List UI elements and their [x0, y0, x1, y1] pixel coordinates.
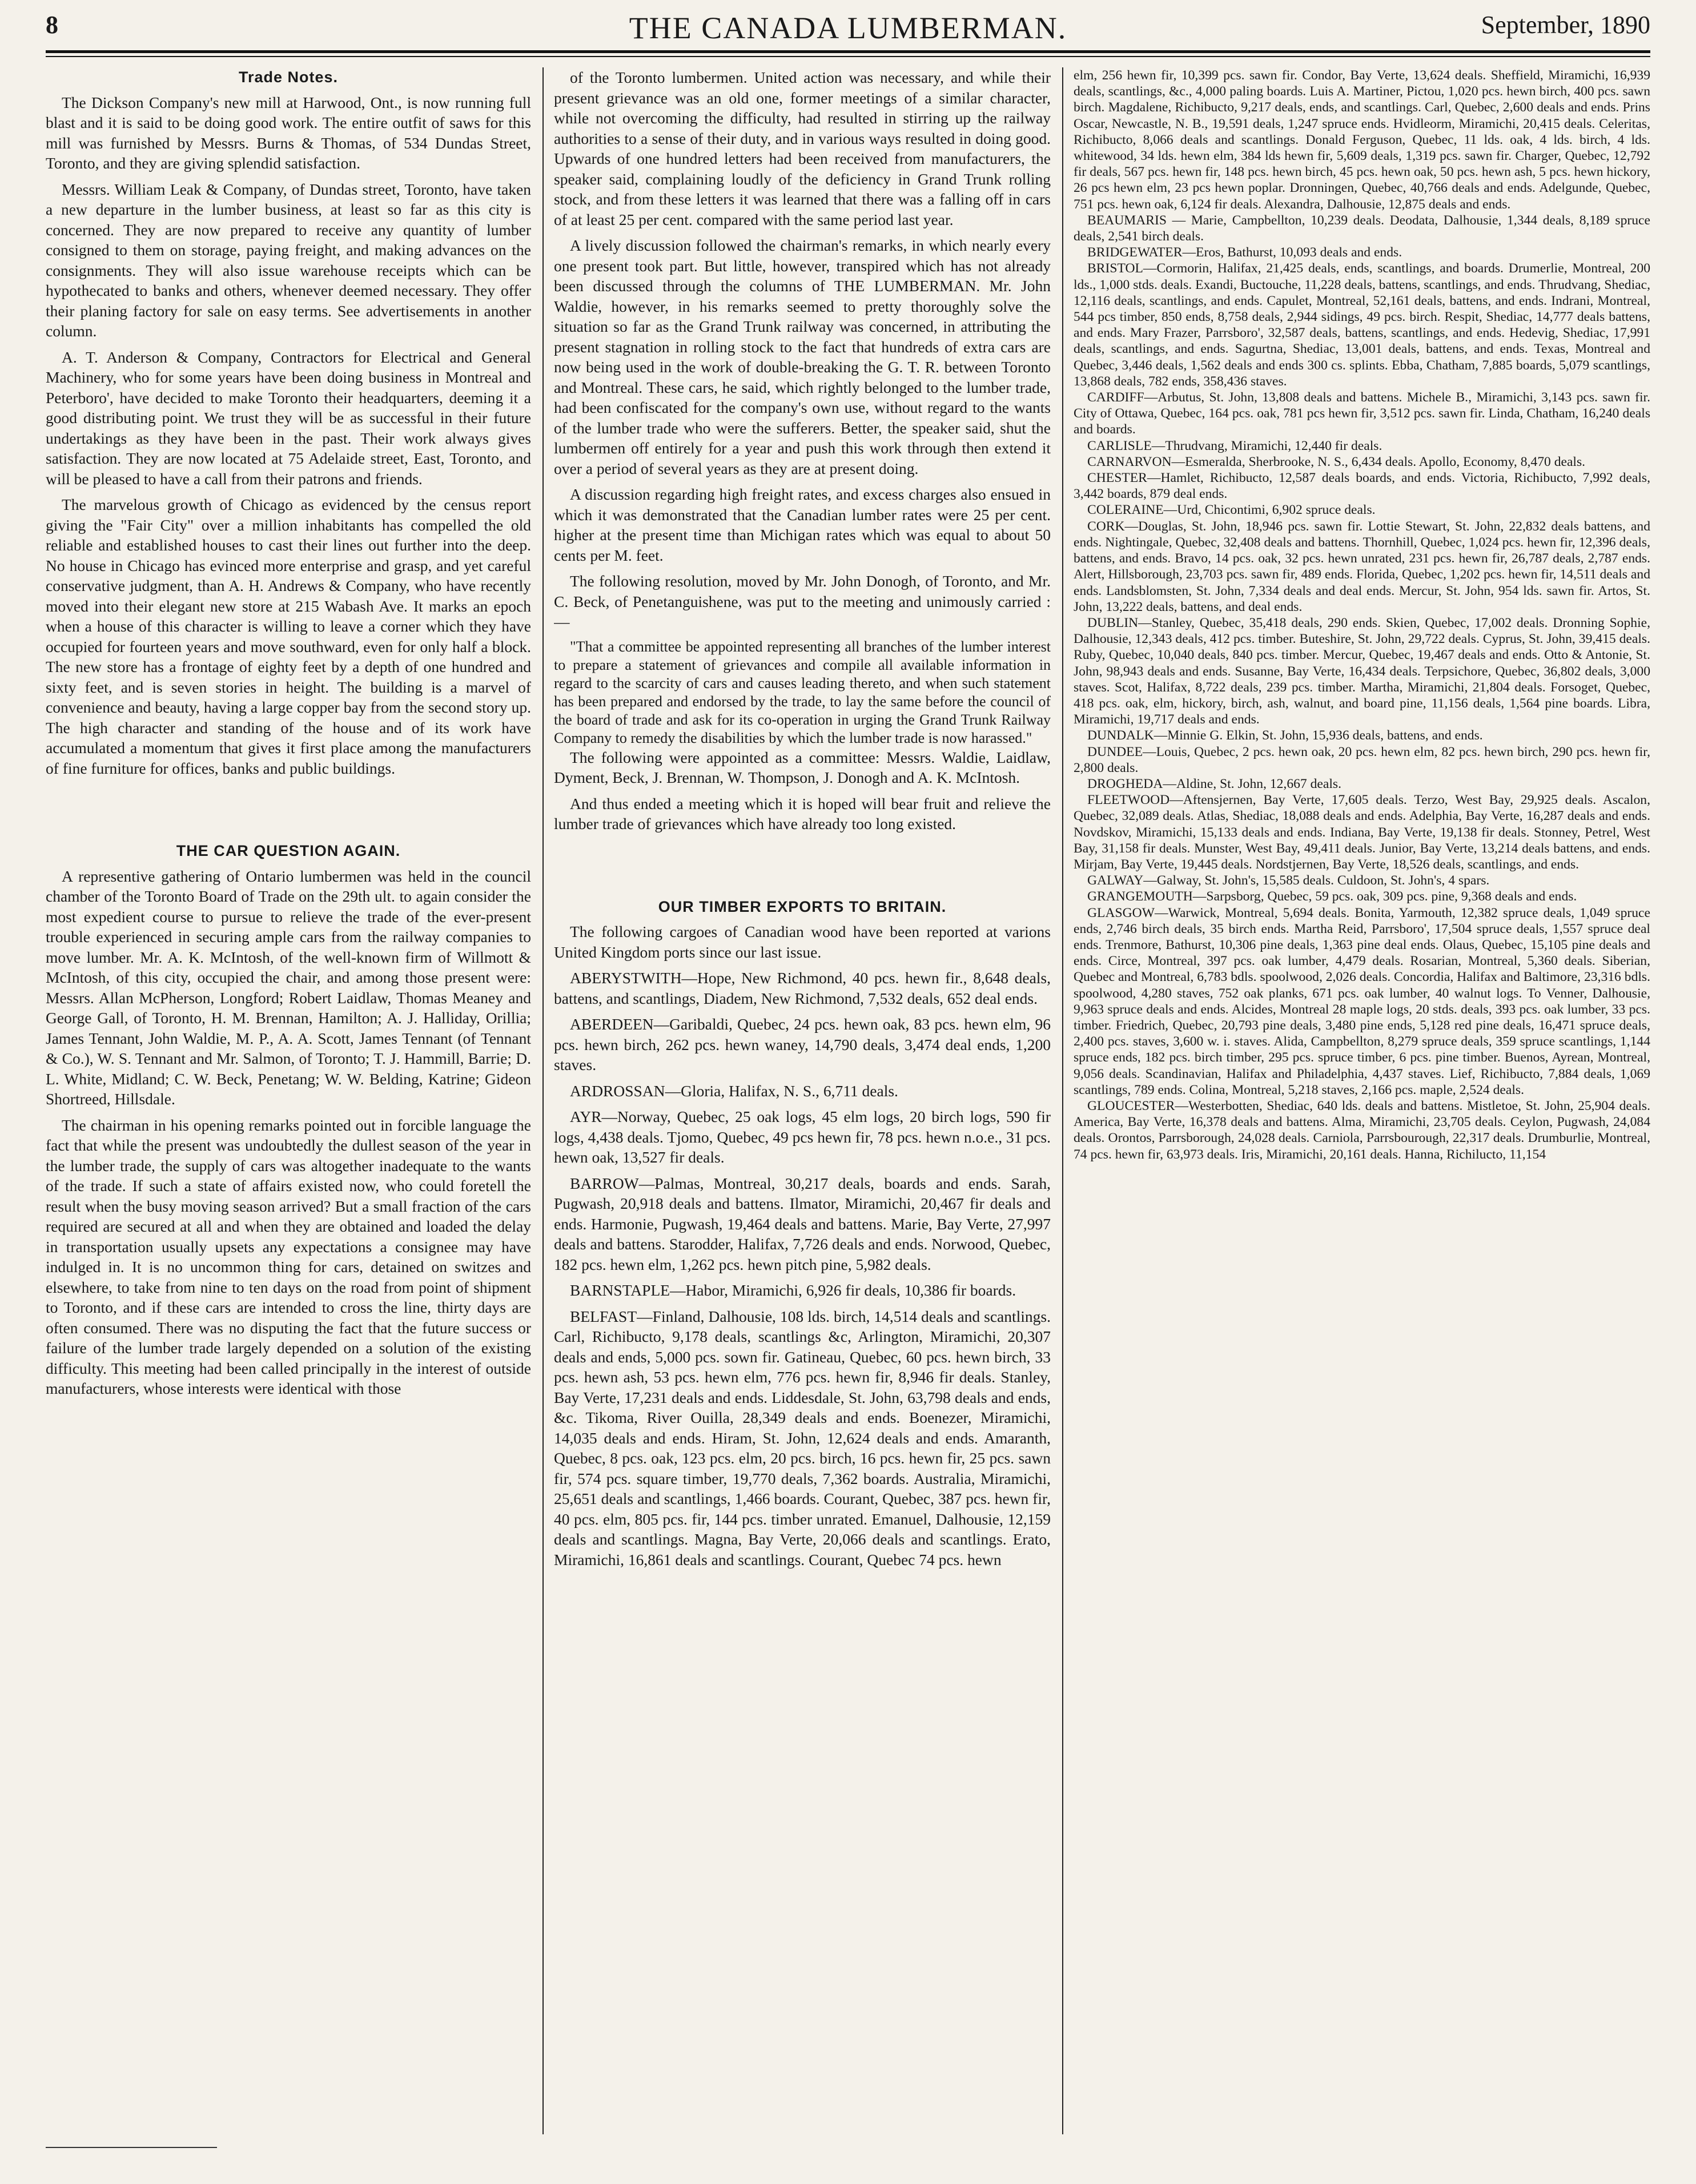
masthead: [46, 10, 1650, 46]
cargo-entry: DUBLIN—Stanley, Quebec, 35,418 deals, 290 ends. Skien, Quebec, 17,002 deals. Dronning Sophie, Dalhousie, 12,343 deals, 412 pcs. timber. Buteshire, St. John, 29,722 deals. Cyprus, St. John, 39,415 deals. Ruby, Quebec, 10,040 deals, 840 pcs. timber. Mercur, Quebec, 19,467 deals and ends. Otto & Antonie, St. John, 98,943 deals and ends. Susanne, Bay Verte, 16,434 deals. Terpsichore, Quebec, 36,802 deals, 3,000 staves. Scot, Halifax, 8,722 deals, 239 pcs. timber. Martha, Miramichi, 21,804 deals. Forsoget, Quebec, 418 pcs. oak, elm, hickory, birch, ash, walnut, and board pine, 11,156 deals, 1,564 pine boards. Libra, Miramichi, 19,717 deals and ends.: [1074, 615, 1650, 727]
paragraph: A representive gathering of Ontario lumbermen was held in the council chamber of the Toronto Board of Trade on the 29th ult. to again consider the most expedient course to pursue to relieve the trade of the ever-present trouble experienced in securing ample cars from the railway companies to move lumber. Mr. A. K. McIntosh, of the well-known firm of Willmott & McIntosh, of this city, occupied the chair, and among those present were: Messrs. Allan McPherson, Longford; Robert Laidlaw, Thomas Meaney and George Gall, of Toronto, H. M. Brennan, Hamilton; A. J. Halliday, Orillia; James Tennant, John Waldie, M. P., A. A. Scott, James Tennant (of Tennant & Co.), W. S. Tennant and Mr. Salmon, of Toronto; T. J. Hammill, Barrie; D. L. White, Midland; C. W. Beck, Penetang; W. W. Belding, Katrine; Gideon Shortreed, Hillsdale.: [46, 867, 531, 1108]
cargo-entry: CHESTER—Hamlet, Richibucto, 12,587 deals boards, and ends. Victoria, Richibucto, 7,992 deals, 3,442 boards, 879 deal ends.: [1074, 470, 1650, 502]
cargo-entry: ABERDEEN—Garibaldi, Quebec, 24 pcs. hewn oak, 83 pcs. hewn elm, 96 pcs. hewn birch, 262 pcs. hewn waney, 14,790 deals, 3,474 deal ends, 1,200 staves.: [554, 1015, 1051, 1073]
page-number: 8: [46, 11, 58, 39]
column-3: [1074, 67, 1650, 2134]
cargo-entry: ARDROSSAN—Gloria, Halifax, N. S., 6,711 deals.: [570, 1081, 898, 1100]
cargo-entry: BELFAST—Finland, Dalhousie, 108 lds. birch, 14,514 deals and scantlings. Carl, Richibucto, 9,178 deals, scantlings &c, Arlington, Miramichi, 20,307 deals and ends, 5,000 pcs. sown fir. Gatineau, Quebec, 60 pcs. hewn birch, 33 pcs. hewn ash, 53 pcs. hewn elm, 776 pcs. hewn fir, 8,946 fir deals. Stanley, Bay Verte, 17,231 deals and ends. Liddesdale, St. John, 63,798 deals and ends, &c. Tikoma, River Ouilla, 28,349 deals and ends. Boenezer, Miramichi, 14,035 deals and ends. Hiram, St. John, 12,624 deals and ends. Amaranth, Quebec, 8 pcs. oak, 123 pcs. elm, 20 pcs. birch, 16 pcs. hewn fir, 25 pcs. sawn fir, 574 pcs. square timber, 19,770 deals, 7,362 boards. Australia, Miramichi, 25,651 deals and scantlings, 1,466 boards. Courant, Quebec, 387 pcs. hewn fir, 40 pcs. elm, 805 pcs. fir, 144 pcs. timber unrated. Emanuel, Dalhousie, 12,159 deals and scantlings. Magna, Bay Verte, 20,066 deals and scantlings. Erato, Miramichi, 16,861 deals and scantlings. Courant, Quebec 74 pcs. hewn: [554, 1307, 1051, 1568]
cargo-entry: COLERAINE—Urd, Chicontimi, 6,902 spruce deals.: [1087, 502, 1376, 518]
cargo-entry: GLASGOW—Warwick, Montreal, 5,694 deals. Bonita, Yarmouth, 12,382 spruce deals, 1,049 spruce ends, 2,746 birch deals, 35 birch ends. Martha Reid, Parrsboro', 17,504 spruce deals, 1,557 spruce deal ends. Trenmore, Bathurst, 10,306 pine deals, 1,363 pine deal ends. Olaus, Quebec, 15,105 pine deals and ends. Circe, Montreal, 397 pcs. oak lumber, 4,479 deals. Rosarian, Montreal, 5,360 deals. Siberian, Quebec and Montreal, 6,783 bdls. spoolwood, 2,026 deals. Concordia, Halifax and Baltimore, 23,316 bdls. spoolwood, 4,280 staves, 752 oak planks, 671 pcs. oak lumber, 40 walnut logs. To Venner, Dalhousie, 9,963 spruce deals and ends. Alcides, Montreal 28 maple logs, 20 stds. deals, 393 pcs. oak lumber, 33 pcs. timber. Friedrich, Quebec, 20,793 pine deals, 3,480 pine ends, 5,128 red pine deals, 16,471 spruce deals, 2,400 pcs. staves, 3,600 w. i. staves. Alida, Campbellton, 8,279 spruce deals, 359 spruce scantlings, 1,144 spruce ends, 182 pcs. birch timber, 295 pcs. spruce timber, 6 pcs. pine timber. Buenos, Ayrean, Montreal, 9,056 deals. Scandinavian, Halifax and Philadelphia, 4,437 staves. Lief, Richibucto, 7,884 deals, 1,069 scantlings, 789 ends. Colina, Montreal, 5,218 staves, 2,166 pcs. maple, 2,524 deals.: [1074, 905, 1650, 1097]
cargo-entry: FLEETWOOD—Aftensjernen, Bay Verte, 17,605 deals. Terzo, West Bay, 29,925 deals. Ascalon, Quebec, 32,089 deals. Atlas, Shediac, 18,088 deals and ends. Adelphia, Bay Verte, 16,287 deals and ends. Novdskov, Miramichi, 15,133 deals and ends. Indiana, Bay Verte, 19,138 fir deals. Stonney, Petrel, West Bay, 31,158 fir deals. Munster, West Bay, 49,411 deals. Junior, Bay Verte, 13,214 deals battens, and ends. Mirjam, Bay Verte, 19,445 deals. Nordstjernen, Bay Verte, 18,526 deals, scantlings, and ends.: [1074, 793, 1650, 872]
quote-text: "That a committee be appointed representing all branches of the lumber interest to prepare a statement of grievances and compile all available information in regard to the scarcity of cars and causes leading thereto, and when such statement has been prepared and endorsed by the trade, to lay the same before the council of the board of trade and ask for its co-operation in urging the Grand Trunk Railway Company to remedy the disabilities by which the lumber trade is now harassed.": [554, 638, 1051, 746]
cargo-entry: CARDIFF—Arbutus, St. John, 13,808 deals and battens. Michele B., Miramichi, 3,143 pcs. sawn fir. City of Ottawa, Quebec, 164 pcs. oak, 781 pcs hewn fir, 3,512 pcs. sawn fir. Linda, Chatham, 16,240 deals and boards.: [1074, 390, 1650, 437]
column-1: [46, 67, 531, 2134]
masthead-rule-thin: [46, 56, 1650, 57]
paragraph: A discussion regarding high freight rates, and excess charges also ensued in which it was demonstrated that the Canadian lumber rates were 25 per cent. higher at the present time than Michigan rates which was equal to about 50 cents per M. feet.: [554, 485, 1051, 564]
paragraph: The Dickson Company's new mill at Harwood, Ont., is now running full blast and it is said to be doing good work. The entire outfit of saws for this mill was furnished by Messrs. Burns & Thomas, of 534 Dundas Street, Toronto, and they are giving splendid satisfaction.: [46, 93, 531, 172]
resolution-quote: [554, 638, 1051, 747]
cargo-entry: BRISTOL—Cormorin, Halifax, 21,425 deals, ends, scantlings, and boards. Drumerlie, Montreal, 200 lds., 1,000 stds. deals. Exandi, Buctouche, 11,228 deals, battens, scantlings, and ends. Thrudvang, Shediac, 12,116 deals, scantlings, and ends. Capulet, Montreal, 52,161 deals, battens, and ends. Indrani, Montreal, 544 pcs timber, 850 ends, 8,758 deals, 2,944 sidings, 49 pcs. birch. Respit, Shediac, 14,777 deals battens, and ends. Mary Frazer, Parrsboro', 32,587 deals, battens, scantlings, and ends. Hedevig, Shediac, 17,991 deals, scantlings, and ends. Sagurtna, Shediac, 13,001 deals, battens, and ends. Texas, Montreal and Quebec, 3,446 deals, 1,562 deals and ends 300 cs. splints. Ebba, Chatham, 7,885 boards, 5,079 scantlings, 13,868 deals, 782 ends, 358,436 staves.: [1074, 261, 1650, 389]
cargo-entry: ABERYSTWITH—Hope, New Richmond, 40 pcs. hewn fir., 8,648 deals, battens, and scantlings, Diadem, New Richmond, 7,532 deals, 652 deal ends.: [554, 969, 1051, 1007]
column-divider: [542, 67, 544, 2134]
paragraph: Messrs. William Leak & Company, of Dundas street, Toronto, have taken a new departure in the lumber business, at least so far as this city is concerned. They are now prepared to receive any quantity of lumber consigned to them on storage, paying freight, and making advances on the consignments. They will also issue warehouse receipts which can be hypothecated to banks and others, whenever deemed necessary. They offer their planing factory for sale on easy terms. See advertisements in another column.: [46, 180, 531, 340]
issue-date: September, 1890: [1481, 11, 1650, 39]
column-divider: [1062, 67, 1063, 2134]
paragraph: The following resolution, moved by Mr. John Donogh, of Toronto, and Mr. C. Beck, of Penetanguishene, was put to the meeting and unimously carried :—: [554, 572, 1051, 630]
paragraph: The following were appointed as a committee: Messrs. Waldie, Laidlaw, Dyment, Beck, J. Brennan, W. Thompson, J. Donogh and A. K. McIntosh.: [554, 748, 1051, 786]
cargo-entry: CARNARVON—Esmeralda, Sherbrooke, N. S., 6,434 deals. Apollo, Economy, 8,470 deals.: [1087, 454, 1586, 469]
footer-rule: [46, 2147, 217, 2148]
paragraph: The chairman in his opening remarks pointed out in forcible language the fact that while the present was undoubtedly the dullest season of the year in the lumber trade, the supply of cars was altogether inadequate to the wants of the trade. If such a state of affairs existed now, who could foretell the result when the busy moving season arrived? But a small fraction of the cars required are secured at all and when they are obtained and loaded the delay in transportation usually upsets any expectations a consignee may have indulged in. It is no uncommon thing for cars, detained on switzes and elsewhere, to take from nine to ten days on the road from point of shipment to Toronto, and if these cars are intended to cross the line, thirty days are often consumed. There was no disputing the fact that the future success or failure of the lumber trade largely depended on a solution of the existing difficulty. This meeting had been called principally in the interest of outside manufacturers, whose interests were identical with those: [46, 1116, 531, 1397]
paragraph: A lively discussion followed the chairman's remarks, in which nearly every one present took part. But little, however, transpired which has not already been discussed through the columns of THE LUMBERMAN. Mr. John Waldie, however, in his remarks seemed to pretty thoroughly solve the situation so far as the Grand Trunk railway was concerned, in attributing the present stagnation in rolling stock to the fact that hundreds of extra cars are now being used in the work of double-breaking the G. T. R. between Toronto and Montreal. These cars, he said, which rightly belonged to the lumber trade, had been confiscated for the company's own use, without regard to the wants of the lumber trade who were the sufferers. Better, the speaker said, shut the lumbermen off entirely for a year and push this work through then extend it over a period of several years as they are at present doing.: [554, 236, 1051, 477]
cargo-entry: BRIDGEWATER—Eros, Bathurst, 10,093 deals and ends.: [1087, 245, 1402, 260]
cargo-entry: DROGHEDA—Aldine, St. John, 12,667 deals.: [1087, 776, 1341, 791]
paragraph: of the Toronto lumbermen. United action was necessary, and while their present grievance was an old one, former meetings of a similar character, while not overcoming the difficulty, had resulted in stirring up the railway authorities to a sense of their duty, and in various ways resulted in doing good. Upwards of one hundred letters had been received from manufacturers, the speaker said, complaining loudly of the deficiency in Grand Trunk rolling stock, and from these letters it was learned that there was a falling off in cars of at least 25 per cent. compared with the same period last year.: [554, 69, 1051, 228]
section-heading-timber-exports: OUR TIMBER EXPORTS TO BRITAIN.: [658, 898, 947, 915]
cargo-entry: CORK—Douglas, St. John, 18,946 pcs. sawn fir. Lottie Stewart, St. John, 22,832 deals battens, and ends. Nightingale, Quebec, 32,408 deals and battens. Thornhill, Quebec, 1,024 pcs. hewn fir, 12,396 deals, battens, and ends. Bravo, 14 pcs. oak, 32 pcs. hewn unrated, 231 pcs. hewn fir, 26,787 deals, 2,787 ends. Alert, Hillsborough, 23,703 pcs. sawn fir, 489 ends. Florida, Quebec, 1,202 pcs. hewn fir, 14,511 deals and ends. Landsblomsten, St. John, 7,334 deals and deal ends. Mercur, St. John, 954 lds. sawn fir. Artos, St. John, 13,222 deals, battens, and deal ends.: [1074, 518, 1650, 614]
section-heading-trade-notes: Trade Notes.: [238, 69, 339, 86]
paragraph: The marvelous growth of Chicago as evidenced by the census report giving the "Fair City" over a million inhabitants has compelled the old reliable and established houses to cast their lines out further into the deep. No house in Chicago has evinced more enterprise and grasp, and yet careful conservative judgment, than A. H. Andrews & Company, who have recently moved into their elegant new store at 215 Wabash Ave. It marks an epoch when a house of this character is willing to leave a corner which they have occupied for fourteen years and move southward, even for only half a block. The new store has a frontage of eighty feet by a depth of one hundred and sixty feet, and is seven stories in height. The building is a marvel of convenience and beauty, having a large copper bay from the second story up. The high character and standing of the house and of its work have accumulated a momentum that gives it first place among the manufacturers of fine furniture for offices, banks and public buildings.: [46, 496, 531, 777]
cargo-entry: GLOUCESTER—Westerbotten, Shediac, 640 lds. deals and battens. Mistletoe, St. John, 25,904 deals. America, Bay Verte, 16,378 deals and battens. Alma, Miramichi, 23,705 deals. Ceylon, Pugwash, 24,084 deals. Orontos, Parrsborough, 24,028 deals. Carniola, Parrsbourough, 22,317 deals. Drumburlie, Montreal, 74 pcs. hewn fir, 63,973 deals. Iris, Miramichi, 20,161 deals. Hanna, Richilucto, 11,154: [1074, 1099, 1650, 1162]
section-heading-car-question: THE CAR QUESTION AGAIN.: [176, 842, 401, 859]
column-2: [554, 67, 1051, 2134]
cargo-entry: BARROW—Palmas, Montreal, 30,217 deals, boards and ends. Sarah, Pugwash, 20,918 deals and battens. Ilmator, Miramichi, 20,467 fir deals and ends. Harmonie, Pugwash, 19,464 deals and battens. Marie, Bay Verte, 27,997 deals and battens. Starodder, Halifax, 7,726 deals and ends. Norwood, Quebec, 182 pcs. hewn elm, 1,262 pcs. hewn pitch pine, 5,982 deals.: [554, 1174, 1051, 1273]
cargo-entry: GRANGEMOUTH—Sarpsborg, Quebec, 59 pcs. oak, 309 pcs. pine, 9,368 deals and ends.: [1087, 889, 1577, 904]
cargo-entry: BEAUMARIS — Marie, Campbellton, 10,239 deals. Deodata, Dalhousie, 1,344 deals, 8,189 spruce deals, 2,541 birch deals.: [1074, 212, 1650, 244]
cargo-entry: AYR—Norway, Quebec, 25 oak logs, 45 elm logs, 20 birch logs, 590 fir logs, 4,438 deals. Tjomo, Quebec, 49 pcs hewn fir, 78 pcs. hewn n.o.e., 31 pcs. hewn oak, 13,527 fir deals.: [554, 1108, 1051, 1166]
cargo-entry: GALWAY—Galway, St. John's, 15,585 deals. Culdoon, St. John's, 4 spars.: [1087, 873, 1490, 888]
paragraph: A. T. Anderson & Company, Contractors for Electrical and General Machinery, who for some years have been doing business in Montreal and Peterboro', have decided to make Toronto their headquarters, deeming it a good distributing point. We trust they will be as successful in their future undertakings as they have been in the past. Their work always gives satisfaction. They are now located at 75 Adelaide street, East, Toronto, and will be pleased to have a call from their patrons and friends.: [46, 348, 531, 488]
cargo-entry: elm, 256 hewn fir, 10,399 pcs. sawn fir. Condor, Bay Verte, 13,624 deals. Sheffield, Miramichi, 16,939 deals, scantlings, &c., 4,000 paling boards. Luis A. Martiner, Pictou, 1,020 pcs. hewn birch, 400 pcs. sawn birch. Magdalene, Richibucto, 9,217 deals, ends, and scantlings. Carl, Quebec, 2,600 deals and ends. Prins Oscar, Newcastle, N. B., 19,591 deals, 1,247 spruce ends. Hvidleorm, Miramichi, 20,415 deals. Celeritas, Richibucto, 8,066 deals and scantlings. Donald Ferguson, Quebec, 11 lds. oak, 4 lds. birch, 4 lds. whitewood, 34 lds. hewn elm, 384 lds hewn fir, 5,609 deals, 1,319 pcs. sawn fir. Charger, Quebec, 12,792 fir deals, 567 pcs. hewn fir, 148 pcs. hewn birch, 45 pcs. hewn oak, 50 pcs. hewn ash, 5 pcs. hewn hickory, 26 pcs hewn elm, 23 pcs hewn poplar. Dronningen, Quebec, 40,766 deals and ends. Adelgunde, Quebec, 751 pcs. hewn oak, 6,124 fir deals. Alexandra, Dalhousie, 12,875 deals and ends.: [1074, 68, 1650, 212]
cargo-entry: BARNSTAPLE—Habor, Miramichi, 6,926 fir deals, 10,386 fir boards.: [570, 1281, 1016, 1299]
masthead-rule: [46, 50, 1650, 53]
cargo-entry: DUNDEE—Louis, Quebec, 2 pcs. hewn oak, 20 pcs. hewn elm, 82 pcs. hewn birch, 290 pcs. hewn fir, 2,800 deals.: [1074, 744, 1650, 775]
paragraph: The following cargoes of Canadian wood have been reported at varions United Kingdom ports since our last issue.: [554, 923, 1051, 961]
publication-title: THE CANADA LUMBERMAN.: [629, 11, 1067, 45]
cargo-entry: CARLISLE—Thrudvang, Miramichi, 12,440 fir deals.: [1087, 438, 1382, 453]
cargo-entry: DUNDALK—Minnie G. Elkin, St. John, 15,936 deals, battens, and ends.: [1087, 728, 1483, 743]
paragraph: And thus ended a meeting which it is hoped will bear fruit and relieve the lumber trade of grievances which have already too long existed.: [554, 794, 1051, 832]
